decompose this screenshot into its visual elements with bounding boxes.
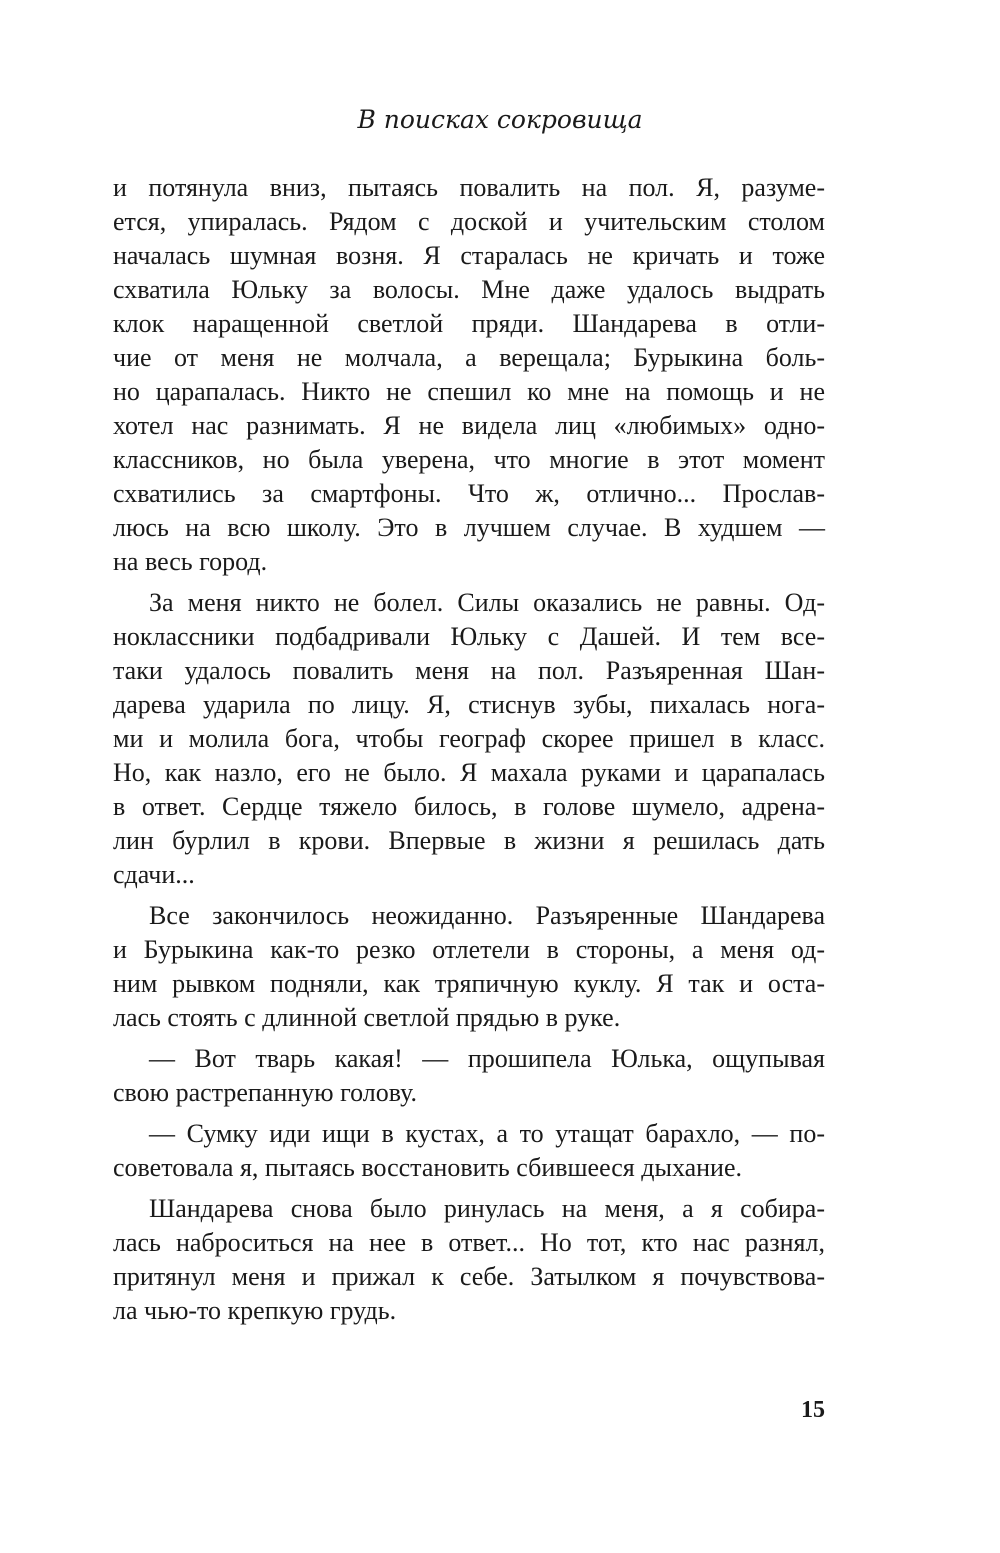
text-line: дарева ударила по лицу. Я, стиснув зубы, пихалась нога- xyxy=(113,690,825,719)
page-number: 15 xyxy=(801,1397,825,1423)
body-text xyxy=(113,171,825,1335)
text-line: притянул меня и прижал к себе. Затылком я почувствова- xyxy=(113,1262,825,1291)
text-line: За меня никто не болел. Силы оказались не равны. Од- xyxy=(149,588,825,617)
text-line: в ответ. Сердце тяжело билось, в голове шумело, адрена- xyxy=(113,792,825,821)
text-line: свою растрепанную голову. xyxy=(113,1078,418,1107)
text-line: люсь на всю школу. Это в лучшем случае. В худшем — xyxy=(113,513,825,542)
text-line: Все закончилось неожиданно. Разъяренные Шандарева xyxy=(149,901,825,930)
text-line: лась стоять с длинной светлой прядью в руке. xyxy=(113,1003,621,1032)
text-line: и потянула вниз, пытаясь повалить на пол. Я, разуме- xyxy=(113,173,825,202)
text-line: — Вот тварь какая! — прошипела Юлька, ощупывая xyxy=(149,1044,825,1073)
text-line: ла чью-то крепкую грудь. xyxy=(113,1296,397,1325)
text-line: сдачи... xyxy=(113,860,195,889)
paragraph xyxy=(113,1042,825,1110)
text-line: ноклассники подбадривали Юльку с Дашей. И тем все- xyxy=(113,622,825,651)
paragraph xyxy=(113,1192,825,1328)
text-line: ним рывком подняли, как тряпичную куклу. Я так и оста- xyxy=(113,969,825,998)
paragraph xyxy=(113,899,825,1035)
text-line: Шандарева снова было ринулась на меня, а я собира- xyxy=(149,1194,825,1223)
text-line: лась наброситься на нее в ответ... Но тот, кто нас разнял, xyxy=(113,1228,825,1257)
text-line: — Сумку иди ищи в кустах, а то утащат барахло, — по- xyxy=(149,1119,825,1148)
text-line: на весь город. xyxy=(113,547,268,576)
text-line: схватила Юльку за волосы. Мне даже удалось выдрать xyxy=(113,275,825,304)
text-line: чие от меня не молчала, а верещала; Бурыкина боль- xyxy=(113,343,825,372)
text-line: советовала я, пытаясь восстановить сбившееся дыхание. xyxy=(113,1153,743,1182)
paragraph xyxy=(113,586,825,892)
text-line: началась шумная возня. Я старалась не кричать и тоже xyxy=(113,241,825,270)
text-line: клок наращенной светлой пряди. Шандарева в отли- xyxy=(113,309,825,338)
text-line: классников, но была уверена, что многие в этот момент xyxy=(113,445,825,474)
paragraph xyxy=(113,1117,825,1185)
text-line: лин бурлил в крови. Впервые в жизни я решилась дать xyxy=(113,826,825,855)
text-line: но царапалась. Никто не спешил ко мне на помощь и не xyxy=(113,377,825,406)
text-line: и Бурыкина как-то резко отлетели в стороны, а меня од- xyxy=(113,935,825,964)
text-line: хотел нас разнимать. Я не видела лиц «любимых» одно- xyxy=(113,411,825,440)
text-line: ется, упиралась. Рядом с доской и учительским столом xyxy=(113,207,825,236)
text-line: ми и молила бога, чтобы географ скорее пришел в класс. xyxy=(113,724,825,753)
text-line: Но, как назло, его не было. Я махала руками и царапалась xyxy=(113,758,825,787)
text-line: таки удалось повалить меня на пол. Разъяренная Шан- xyxy=(113,656,825,685)
running-head: В поисках сокровища xyxy=(357,105,643,134)
paragraph xyxy=(113,171,825,579)
text-line: схватились за смартфоны. Что ж, отлично... Прослав- xyxy=(113,479,825,508)
